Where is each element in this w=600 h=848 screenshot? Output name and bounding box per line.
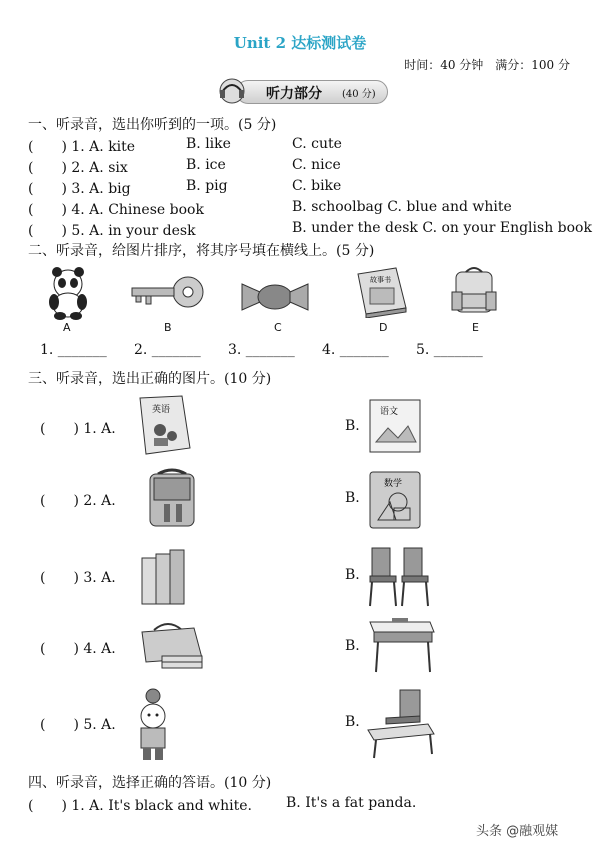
answer-blank[interactable]: 5. _______ xyxy=(416,342,483,358)
answer-blank[interactable]: 1. _______ xyxy=(40,342,107,358)
english-book-icon xyxy=(134,392,196,460)
option-b-label: B. xyxy=(345,490,360,506)
picture-label: A xyxy=(63,321,71,334)
chair-on-desk-icon xyxy=(364,684,436,760)
option-b-label: B. xyxy=(345,638,360,654)
option-c: C. bike xyxy=(292,178,342,194)
question-prefix: ( ) 1. A. xyxy=(40,421,116,437)
question-prefix: ( ) 4. A. xyxy=(40,641,116,657)
schoolbag-icon xyxy=(140,466,204,530)
banner-score: (40 分) xyxy=(342,89,376,100)
exam-meta: 时间：40 分钟 满分：100 分 xyxy=(404,58,570,72)
banner-label: 听力部分 xyxy=(266,86,322,102)
option-c: C. nice xyxy=(292,157,341,173)
question-prefix: ( ) 3. A. xyxy=(40,570,116,586)
panda-icon xyxy=(40,262,96,320)
option-a: ( ) 5. A. in your desk xyxy=(28,223,196,239)
option-c: C. cute xyxy=(292,136,342,152)
option-b: B. pig xyxy=(186,178,228,194)
option-b-label: B. xyxy=(345,418,360,434)
chinese-book-caption: 语文 xyxy=(380,407,399,417)
picture-label: E xyxy=(472,321,479,334)
part4-option-b: B. It's a fat panda. xyxy=(286,795,417,811)
books-icon xyxy=(138,544,192,608)
storybook-icon xyxy=(352,264,412,318)
page-title: Unit 2 达标测试卷 xyxy=(233,34,367,52)
desk-icon xyxy=(366,612,436,674)
watermark: 头条 @融观媒 xyxy=(476,824,559,839)
option-b: B. schoolbag C. blue and white xyxy=(292,199,512,215)
option-a: ( ) 4. A. Chinese book xyxy=(28,202,204,218)
chinese-book-icon xyxy=(364,396,430,456)
option-b: B. under the desk C. on your English book xyxy=(292,220,592,236)
option-b: B. ice xyxy=(186,157,226,173)
part1-row-4 xyxy=(28,199,588,217)
part2-heading: 二、听录音，给图片排序，将其序号填在横线上。(5 分) xyxy=(28,243,375,259)
part1-heading: 一、听录音，选出你听到的一项。(5 分) xyxy=(28,117,277,133)
question-prefix: ( ) 2. A. xyxy=(40,493,116,509)
bag-and-books-icon xyxy=(132,616,210,672)
candy-icon xyxy=(238,278,312,314)
listening-banner xyxy=(214,76,390,106)
headphones-icon xyxy=(214,76,250,106)
picture-label: C xyxy=(274,321,282,334)
answer-blank[interactable]: 2. _______ xyxy=(134,342,201,358)
math-book-icon xyxy=(364,468,426,532)
key-icon xyxy=(128,272,206,312)
part1-row-1 xyxy=(28,136,588,154)
option-b: B. like xyxy=(186,136,231,152)
option-b-label: B. xyxy=(345,714,360,730)
answer-blank[interactable]: 4. _______ xyxy=(322,342,389,358)
answer-blank[interactable]: 3. _______ xyxy=(228,342,295,358)
option-a: ( ) 2. A. six xyxy=(28,160,128,176)
boy-with-apple-icon xyxy=(130,688,176,764)
picture-label: D xyxy=(379,321,388,334)
part1-row-5 xyxy=(28,220,592,239)
math-book-caption: 数学 xyxy=(384,479,403,489)
chairs-icon xyxy=(366,544,436,608)
storybook-caption: 故事书 xyxy=(370,276,391,284)
english-book-caption: 英语 xyxy=(152,405,171,415)
option-a: ( ) 3. A. big xyxy=(28,181,131,197)
option-a: ( ) 1. A. kite xyxy=(28,139,136,155)
part1-row-3 xyxy=(28,178,588,196)
part4-option-a: ( ) 1. A. It's black and white. xyxy=(28,798,253,814)
part4-heading: 四、听录音，选择正确的答语。(10 分) xyxy=(28,775,272,791)
schoolbag-icon xyxy=(444,264,504,320)
picture-label: B xyxy=(164,321,172,334)
part1-row-2 xyxy=(28,157,588,175)
part3-heading: 三、听录音，选出正确的图片。(10 分) xyxy=(28,371,272,387)
option-b-label: B. xyxy=(345,567,360,583)
question-prefix: ( ) 5. A. xyxy=(40,717,116,733)
